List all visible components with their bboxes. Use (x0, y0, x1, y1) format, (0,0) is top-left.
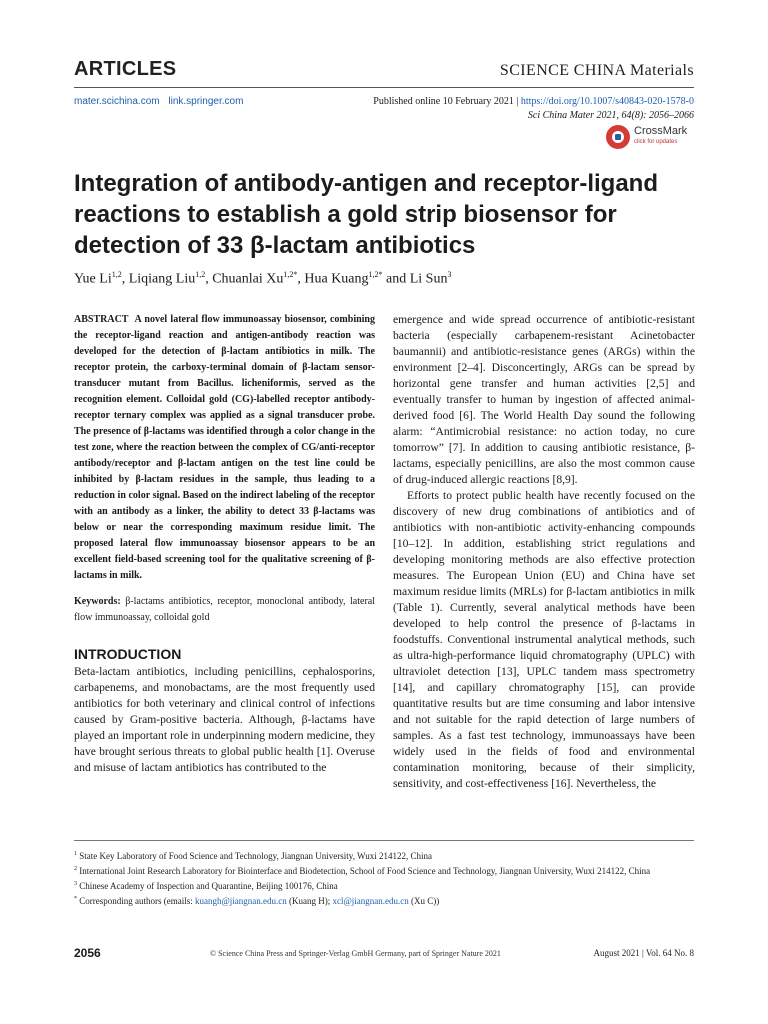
author-name: and Li Sun (382, 271, 448, 287)
intro-paragraph-3: Efforts to protect public health have recently focused on the discovery of new drug combinations of antibiotics and of antibiotics with non-antibiotic activity-enhancing compounds [10–12]. In addition, establishing strict regulations and developing monitoring methods are also effective protection measures. The European Union (EU) and China have set maximum residue limits (MRLs) for β-lactam antibiotics in milk (Table 1). Currently, several analytical methods have been developed to help control the presence of β-lactams in foodstuffs. Conventional instrumental analytical methods, such as ultra-high-performance liquid chromatography (UPLC) with ultraviolet detection [13], UPLC tandem mass spectrometry [14], and capillary chromatography [15], can provide quantitative results but are time consuming and labor intensive and not suitable for the rapid detection of large numbers of samples. As a fast test technology, immunoassays have been widely used in the fields of food and environmental contamination monitoring, because of their simplicity, sensitivity, and cost-effectiveness [16]. Nevertheless, the (393, 489, 695, 790)
published-date: Published online 10 February 2021 | (373, 96, 521, 107)
journal-site-link[interactable]: mater.scichina.com (74, 96, 160, 107)
journal-name: SCIENCE CHINA Materials (499, 62, 694, 79)
author-affiliation: 1,2 (195, 270, 206, 279)
left-column (74, 312, 375, 776)
abstract-label: ABSTRACT (74, 314, 129, 325)
issue-info: August 2021 | Vol. 64 No. 8 (593, 948, 694, 958)
author-affiliation: 1,2* (283, 270, 298, 279)
crossmark-label: CrossMark (634, 125, 688, 137)
author-name: , Hua Kuang (297, 271, 369, 287)
abstract (74, 312, 375, 584)
author-name: , Chuanlai Xu (205, 271, 284, 287)
footnote-affiliation-3: $^3$ Chinese Academy of Inspection and Quarantine, Beijing 100176, China (74, 881, 338, 891)
author-affiliation: 1,2 (111, 270, 122, 279)
intro-paragraph-1: Beta-lactam antibiotics, including penicillins, cephalosporins, carbapenems, and monobactams, are the most frequently used antibiotics for both veterinary and clinical control of infections caused by Gram-positive bacteria. Although, β-lactams have played an important role in underpinning modern medicine, they have brought serious threats to global public health [1]. Overuse and misuse of lactam antibiotics has contributed to the (74, 665, 375, 774)
keywords-text: β-lactams antibiotics, receptor, monoclonal antibody, lateral flow immunoassay, colloidal gold (74, 596, 375, 623)
footnotes (74, 848, 696, 908)
citation: Sci China Mater 2021, 64(8): 2056–2066 (527, 110, 694, 121)
email-link-xu[interactable]: xcl@jiangnan.edu.cn (332, 896, 409, 906)
footnote-affiliation-2: $^2$ International Joint Research Laboratory for Biointerface and Biodetection, School of Food Science and Technology, Jiangnan University, Wuxi 214122, China (74, 866, 651, 876)
email-link-kuang[interactable]: kuangh@jiangnan.edu.cn (194, 896, 287, 906)
footnote-affiliation-1: $^1$ State Key Laboratory of Food Science and Technology, Jiangnan University, Wuxi 214122, China (74, 851, 432, 861)
article-title: Integration of antibody-antigen and receptor-ligand reactions to establish a gold strip biosensor for detection of 33 β-lactam antibiotics (74, 170, 659, 259)
intro-paragraph-2: emergence and wide spread occurrence of antibiotic-resistant bacteria (especially carbapenem-resistant Acinetobacter baumannii) and antibiotic-resistance genes (ARGs) within the environment [2–4]. Disconcertingly, ARGs can be spread by horizontal gene transfer and human activities [2,5] and eventually transfer to human by ingestion of affected animal-derived food [6]. The World Health Day sound the following alarm: “Antimicrobial resistance: no action today, no cure tomorrow” [7]. In addition to causing antibiotic resistance, β-lactams, especially penicillins, are also the most common cause of drug-induced allergic reactions [8,9]. (393, 313, 695, 486)
section-label: ARTICLES (74, 58, 177, 80)
crossmark-badge[interactable] (606, 125, 696, 153)
author-affiliation: 3 (447, 270, 452, 279)
copyright-notice: © Science China Press and Springer-Verlag GmbH Germany, part of Springer Nature 2021 (210, 949, 501, 958)
footnote-rule (74, 840, 694, 841)
crossmark-sublabel: click for updates (634, 139, 678, 145)
crossmark-icon (606, 125, 630, 149)
footnote-corresponding: * Corresponding authors (emails: kuangh@jiangnan.edu.cn (Kuang H); xcl@jiangnan.edu.cn (Xu C)) (74, 896, 440, 906)
right-column (393, 312, 695, 792)
author-affiliation: 1,2* (368, 270, 383, 279)
page-number: 2056 (74, 946, 101, 960)
author-name: Yue Li (74, 271, 112, 287)
keywords-label: Keywords: (74, 596, 121, 607)
header-rule (74, 87, 694, 88)
abstract-text: A novel lateral flow immunoassay biosensor, combining the receptor-ligand reaction and antigen-antibody reaction was developed for the detection of β-lactam antibiotics in milk. The receptor protein, the carboxy-terminal domain of β-lactam sensor-transducer mutant from Bacillus. licheniformis, served as the recognition element. Colloidal gold (CG)-labelled receptor antibody-receptor ternary complex was applied as a signal transducer probe. The presence of β-lactams was identified through a color change in the test zone, where the reaction between the complex of CG/anti-receptor antibody/receptor and β-lactam antigen on the test line could be inhibited by β-lactam residues in the sample, thus leading to a reduction in color signal. Based on the indirect labeling of the receptor with an antibody as a linker, the ability to detect 33 β-lactams was below or near the corresponding maximum residue limit. The proposed lateral flow immunoassay biosensor appears to be an excellent field-based screening tool for the qualitative screening of β-lactams in milk. (74, 314, 375, 581)
publication-info (373, 95, 694, 123)
keywords (74, 594, 375, 626)
author-name: , Liqiang Liu (121, 271, 196, 287)
springer-link[interactable]: link.springer.com (168, 96, 244, 107)
journal-links (74, 96, 249, 107)
doi-link[interactable]: https://doi.org/10.1007/s40843-020-1578-0 (520, 96, 694, 107)
intro-heading: INTRODUCTION (74, 646, 182, 662)
author-list (74, 270, 451, 288)
